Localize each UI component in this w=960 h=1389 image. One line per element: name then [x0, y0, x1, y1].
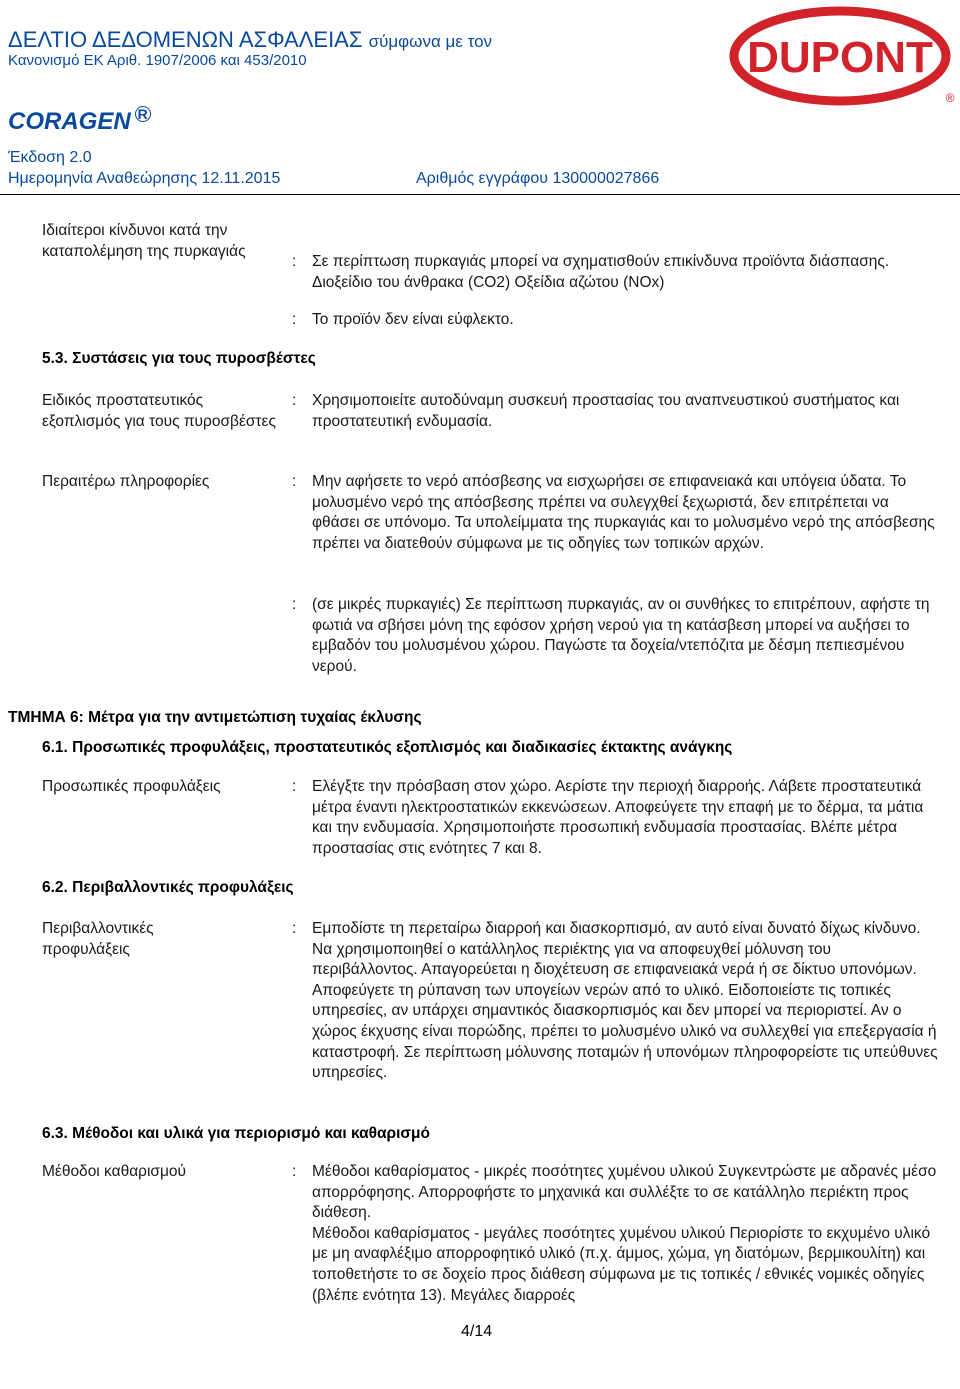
document-title: [8, 27, 492, 55]
section-5-3-heading: 5.3. Συστάσεις για τους πυροσβέστες: [42, 350, 316, 367]
label-ppe-firefighters: Ειδικός προστατευτικός εξοπλισμός για τους πυροσβέστες: [42, 392, 276, 430]
value-personal-precautions: Ελέγξτε την πρόσβαση στον χώρο. Αερίστε την περιοχή διαρροής. Λάβετε προστατευτικά μέτρα έναντι ηλεκτροστατικών εκκενώσεων. Αποφεύγετε την επαφή με το δέρμα, τα μάτια και την ενδυμασία. Χρησιμοποιήστε προσωπική ενδυμασία προστασίας. Βλέπε μέτρα προστασίας στις ενότητες 7 και 8.: [312, 778, 924, 857]
value-cleaning-methods-small: Μέθοδοι καθαρίσματος - μικρές ποσότητες χυμένου υλικού Συγκεντρώστε με αδρανές μέσο απορρόφησης. Απορροφήστε το μηχανικά και συλλέξτε το σε κατάλληλο περιέκτη προς διάθεση.: [312, 1163, 937, 1222]
colon: :: [292, 473, 297, 490]
colon: :: [292, 778, 297, 795]
label-special-hazards: Ιδιαίτεροι κίνδυνοι κατά την καταπολέμηση της πυρκαγιάς: [42, 222, 246, 260]
colon: :: [292, 392, 297, 409]
document-title-suffix: σύμφωνα με τον: [368, 32, 493, 51]
section-6-1-heading: 6.1. Προσωπικές προφυλάξεις, προστατευτικός εξοπλισμός και διαδικασίες έκτακτης ανάγκης: [42, 739, 733, 756]
product-name: [8, 106, 151, 137]
value-cleaning-methods-large: Μέθοδοι καθαρίσματος - μεγάλες ποσότητες χυμένου υλικού Περιορίστε το εκχυμένο υλικό με μη αναφλέξιμο απορροφητικό υλικό (π.χ. άμμος, χώμα, γη διατόμων, βερμικουλίτη) και τοποθετήστε το σε δοχείο προς διάθεση σύμφωνα με τις τοπικές / εθνικές νομικές οδηγίες (βλέπε ενότητα 13). Μεγάλες διαρροές: [312, 1224, 931, 1304]
section-6-heading: ΤΜΗΜΑ 6: Μέτρα για την αντιμετώπιση τυχαίας έκλυσης: [8, 709, 422, 726]
value-environmental-precautions: Εμποδίστε τη περεταίρω διαρροή και διασκορπισμό, αν αυτό είναι δυνατό δίχως κίνδυνο. Να χρησιμοποιηθεί ο κατάλληλος περιέκτης για να αποφευχθεί μόλυνση του περιβάλλοντος. Απαγορεύεται η διοχέτευση σε επιφανειακά νερά ή σε δίκτυο υπονόμων. Αποφεύγετε τη ρύπανση των υπογείων νερών από το υλικό. Ειδοποιείστε τις τοπικές υπηρεσίες, αν υπάρχει σημαντικός διασκορπισμός και δεν μπορεί να περιοριστεί. Αν ο χώρος έκχυσης είναι πορώδης, πρέπει το μολυσμένο υλικό να συλλεχθεί για επεξεργασία ή καταστροφή. Σε περίπτωση μόλυνσης ποταμών ή υπονόμων πληροφορείστε τις υπεύθυνες υπηρεσίες.: [312, 920, 938, 1082]
version: Έκδοση 2.0: [8, 149, 92, 166]
header-divider: [0, 194, 960, 195]
regulation-line: Κανονισμό ΕΚ Αριθ. 1907/2006 και 453/2010: [8, 52, 307, 69]
value-further-info-2: (σε μικρές πυρκαγιές) Σε περίπτωση πυρκαγιάς, αν οι συνθήκες το επιτρέπουν, αφήστε τη φωτιά να σβήσει μόνη της εφόσον χρήση νερού για τη κατάσβεση μπορεί να αυξήσει το εμβαδόν του μολυσμένου χώρου. Παγώστε τα δοχεία/ντεπόζιτα με δέσμη πεπιεσμένου νερού.: [312, 596, 930, 675]
section-6-3-heading: 6.3. Μέθοδοι και υλικά για περιορισμό και καθαρισμό: [42, 1125, 430, 1142]
colon: :: [292, 311, 297, 328]
value-further-info-1: Μην αφήσετε το νερό απόσβεσης να εισχωρήσει σε επιφανειακά και υπόγεια ύδατα. Το μολυσμένο νερό της απόσβεσης πρέπει να συλεγχθεί ξεχωριστά, δεν επιτρέπεται να φθάσει σε υπόνομο. Τα υπολείμματα της πυρκαγιάς και το μολυσμένο νερό της απόσβεσης πρέπει να διατεθούν σύμφωνα με τις οδηγίες των τοπικών αρχών.: [312, 473, 935, 552]
label-further-info: Περαιτέρω πληροφορίες: [42, 473, 210, 490]
revision-date: Ημερομηνία Αναθεώρησης 12.11.2015: [8, 170, 281, 187]
colon: :: [292, 596, 297, 613]
value-cleaning-methods: [312, 1162, 940, 1306]
label-personal-precautions: Προσωπικές προφυλάξεις: [42, 778, 221, 795]
document-number: Αριθμός εγγράφου 130000027866: [416, 170, 660, 187]
product-name-text: CORAGEN: [8, 108, 131, 135]
value-ppe-firefighters: Χρησιμοποιείτε αυτοδύναμη συσκευή προστασίας του αναπνευστικού συστήματος και προστατευτική ενδυμασία.: [312, 392, 900, 430]
colon: :: [292, 920, 297, 937]
colon: :: [292, 1163, 297, 1180]
label-cleaning-methods: Μέθοδοι καθαρισμού: [42, 1163, 187, 1180]
logo-trademark: ®: [945, 91, 955, 105]
value-special-hazards-2: Το προϊόν δεν είναι εύφλεκτο.: [312, 311, 514, 328]
section-6-2-heading: 6.2. Περιβαλλοντικές προφυλάξεις: [42, 879, 294, 896]
label-environmental-precautions: Περιβαλλοντικές προφυλάξεις: [42, 920, 154, 958]
dupont-logo: [728, 6, 956, 106]
logo-text: DUPONT: [747, 33, 933, 82]
registered-mark-icon: R: [135, 106, 151, 122]
value-special-hazards-1: Σε περίπτωση πυρκαγιάς μπορεί να σχηματισθούν επικίνδυνα προϊόντα διάσπασης. Διοξείδιο του άνθρακα (CO2) Οξείδια αζώτου (NOx): [312, 253, 890, 291]
page-number: 4/14: [461, 1323, 493, 1340]
document-title-main: ΔΕΛΤΙΟ ΔΕΔΟΜΕΝΩΝ ΑΣΦΑΛΕΙΑΣ: [8, 27, 363, 52]
colon: :: [292, 253, 297, 270]
